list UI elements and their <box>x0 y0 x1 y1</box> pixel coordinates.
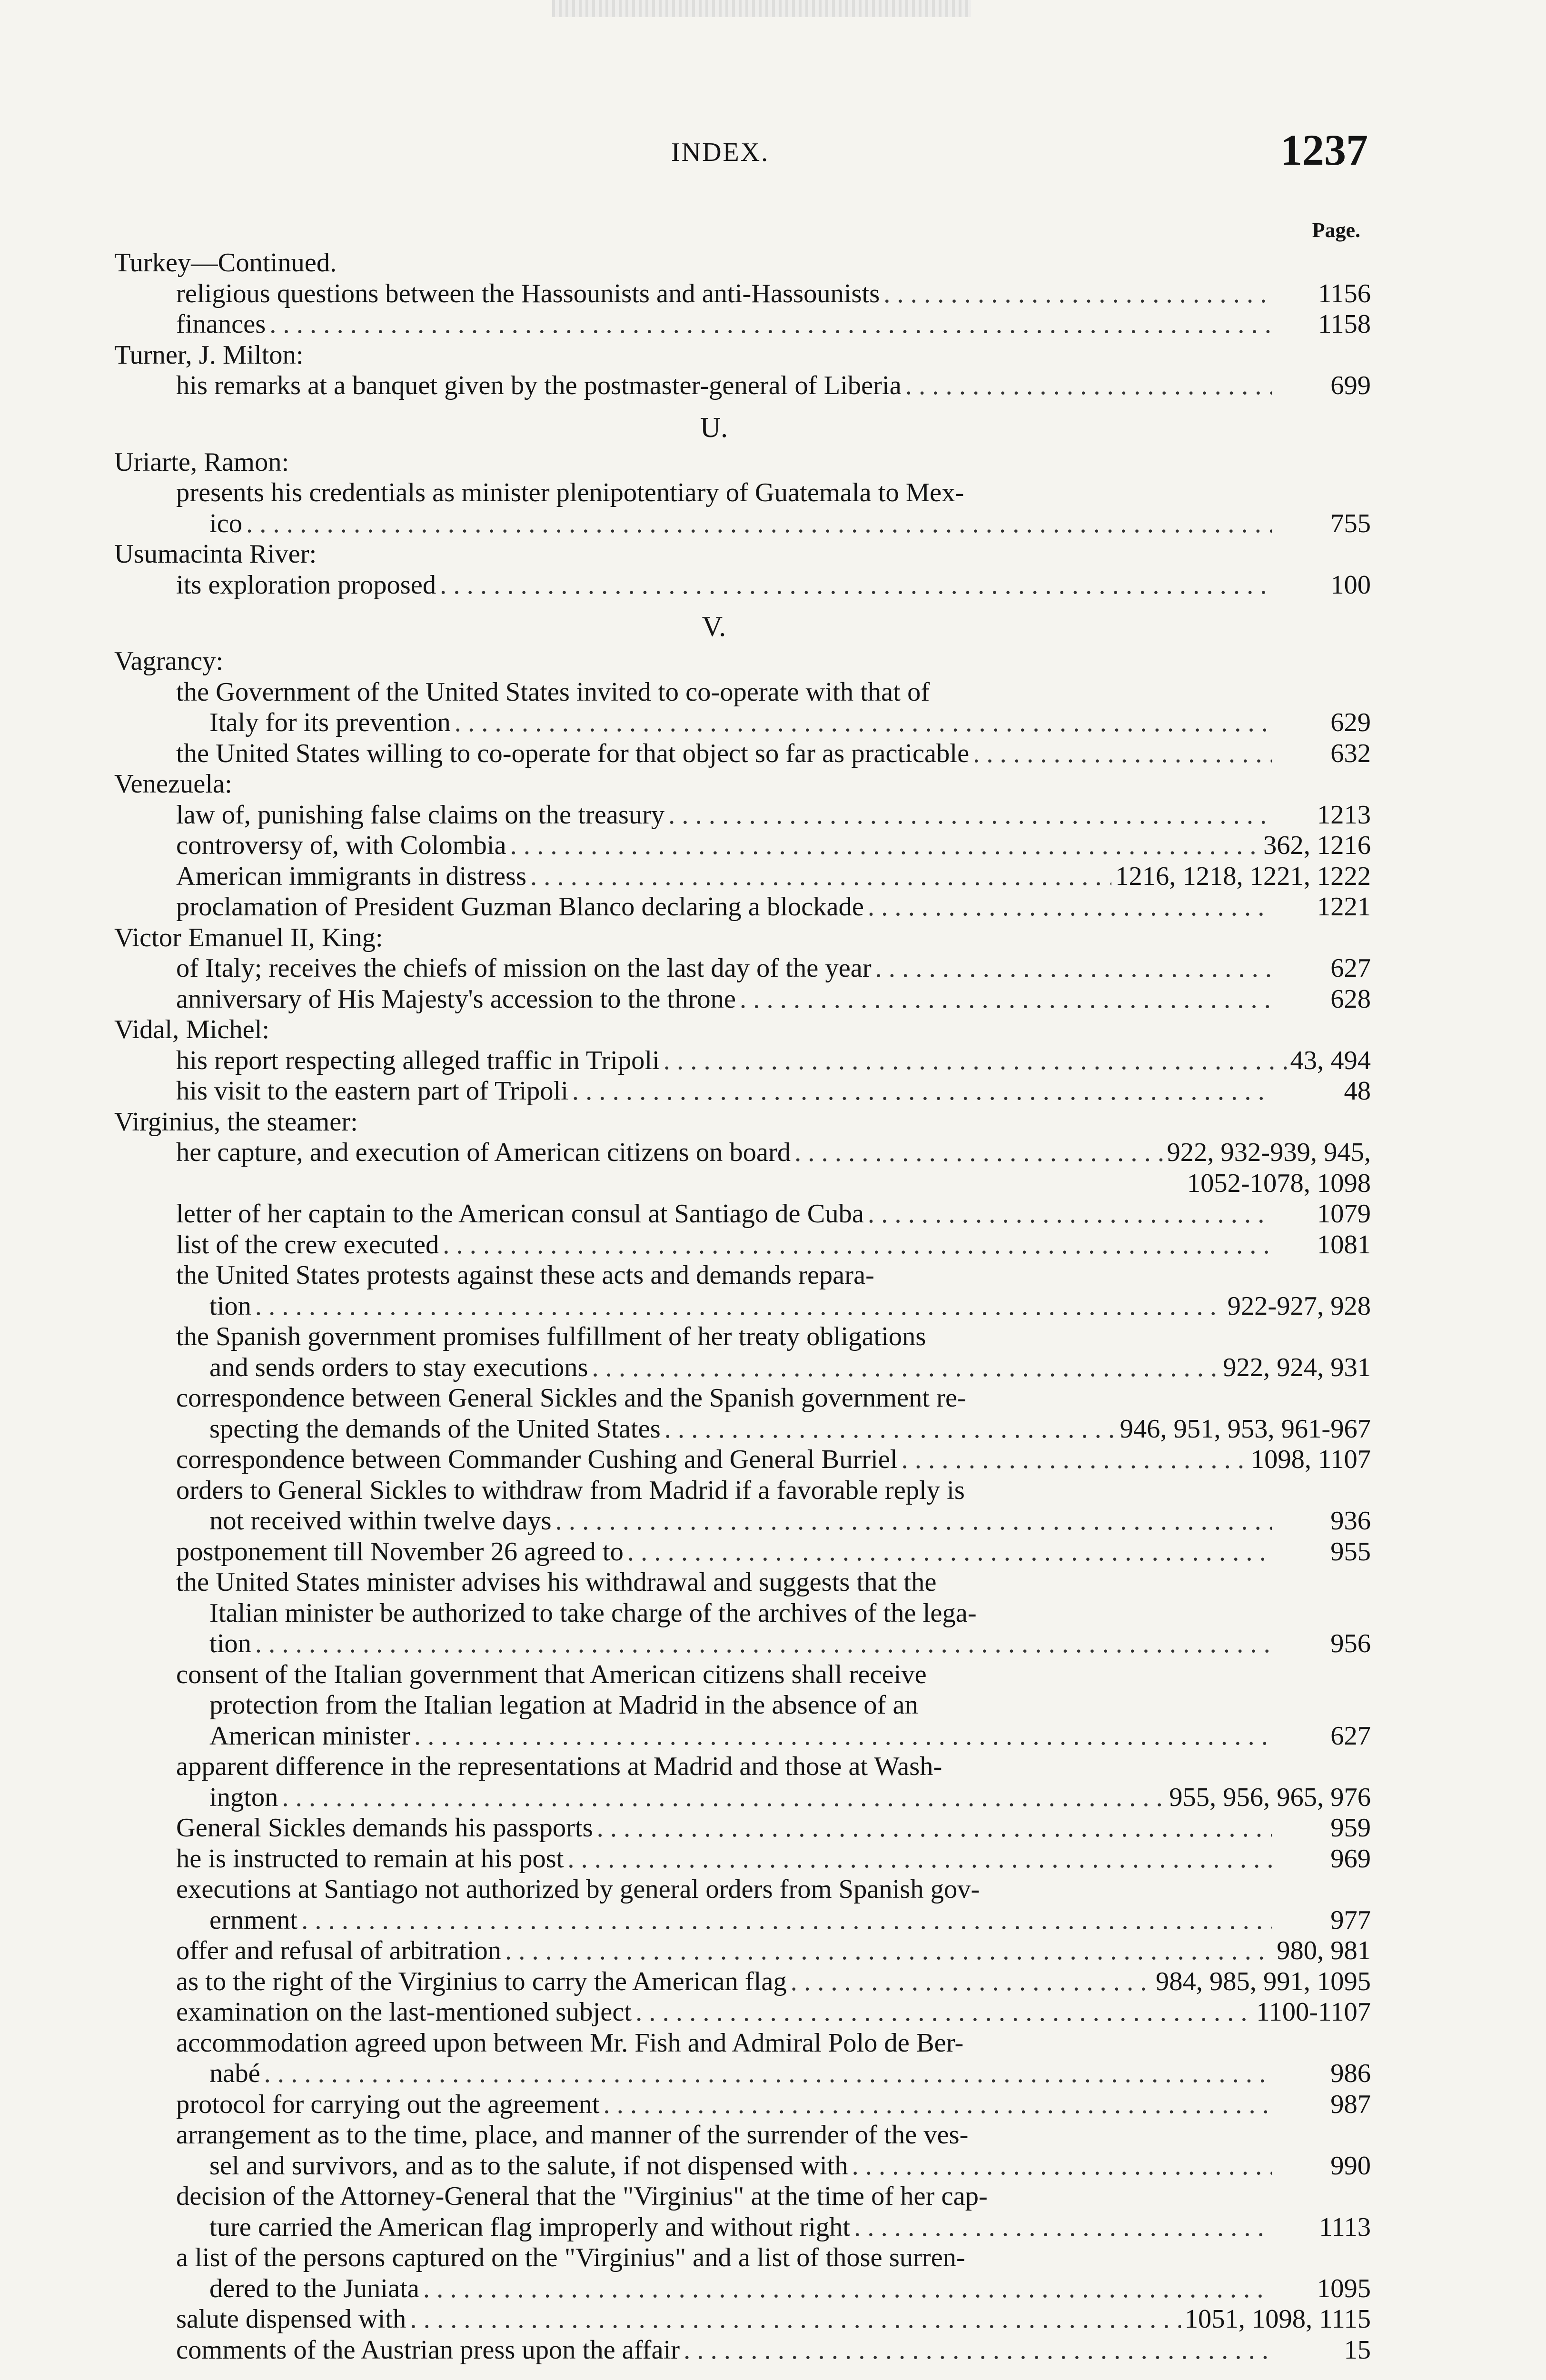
entry-text: tion <box>209 1291 251 1321</box>
entry-text: not received within twelve days <box>209 1506 552 1536</box>
index-entry <box>114 278 1371 309</box>
page-reference: 1158 <box>1318 309 1371 339</box>
index-entry <box>114 2273 1371 2304</box>
index-text-line: presents his credentials as minister plenipotentiary of Guatemala to Mex- <box>176 478 964 507</box>
page-reference: 922, 924, 931 <box>1223 1352 1371 1382</box>
dot-leader <box>455 707 1272 738</box>
index-entry <box>114 830 1371 861</box>
dot-leader <box>269 309 1272 340</box>
page-reference: 100 <box>1330 570 1371 600</box>
index-entry <box>114 1782 1371 1813</box>
dot-leader <box>883 278 1272 309</box>
page-reference: 959 <box>1330 1813 1371 1843</box>
index-entry <box>114 1352 1371 1383</box>
dot-leader <box>668 800 1272 831</box>
dot-leader <box>530 861 1111 892</box>
page-reference: 946, 951, 953, 961-967 <box>1120 1414 1371 1444</box>
section-letter: V. <box>702 611 726 642</box>
index-entry <box>114 370 1371 401</box>
dot-leader <box>264 2058 1272 2089</box>
page-reference: 362, 1216 <box>1263 831 1371 860</box>
index-text-line: Italian minister be authorized to take charge of the archives of the lega- <box>209 1598 977 1628</box>
index-entry <box>114 508 1371 539</box>
index-text-line: the United States minister advises his withdrawal and suggests that the <box>176 1567 937 1597</box>
page-reference: 1098, 1107 <box>1250 1445 1371 1474</box>
index-entry <box>114 1905 1371 1936</box>
entry-text: he is instructed to remain at his post <box>176 1844 564 1874</box>
page-reference: 1095 <box>1317 2273 1371 2303</box>
page-reference: 987 <box>1330 2089 1371 2119</box>
index-text-line: the Spanish government promises fulfillment of her treaty obligations <box>176 1322 926 1351</box>
index-entry <box>114 1935 1371 1966</box>
entry-text: salute dispensed with <box>176 2304 406 2334</box>
dot-leader <box>255 1628 1272 1659</box>
index-entry <box>114 1844 1371 1874</box>
entry-text: his visit to the eastern part of Tripoli <box>176 1076 568 1106</box>
page-reference: 699 <box>1330 371 1371 400</box>
entry-text: proclamation of President Guzman Blanco declaring a blockade <box>176 892 864 922</box>
entry-text: ico <box>209 508 243 538</box>
index-text-line: arrangement as to the time, place, and manner of the surrender of the ves- <box>176 2120 969 2150</box>
index-entry <box>114 1997 1371 2028</box>
scan-smudge <box>552 0 971 17</box>
index-entry <box>114 953 1371 984</box>
section-letter: U. <box>700 411 728 443</box>
dot-leader <box>443 1230 1272 1260</box>
dot-leader <box>246 508 1272 539</box>
dot-leader <box>510 830 1259 861</box>
index-entry <box>114 800 1371 831</box>
dot-leader <box>282 1782 1165 1813</box>
entry-text: comments of the Austrian press upon the affair <box>176 2335 680 2365</box>
page-reference: 977 <box>1330 1905 1371 1935</box>
entry-text: offer and refusal of arbitration <box>176 1936 501 1965</box>
dot-leader <box>301 1905 1272 1936</box>
dot-leader <box>791 1966 1152 1997</box>
dot-leader <box>572 1076 1272 1107</box>
entry-text: list of the crew executed <box>176 1230 439 1259</box>
dot-leader <box>505 1935 1273 1966</box>
page-reference: 956 <box>1330 1629 1371 1658</box>
page-reference: 1213 <box>1317 800 1371 830</box>
page-reference: 922, 932-939, 945, <box>1167 1138 1371 1167</box>
index-entry <box>114 2151 1371 2182</box>
dot-leader <box>627 1537 1272 1567</box>
index-entry <box>114 1076 1371 1107</box>
dot-leader <box>567 1844 1272 1874</box>
entry-text: dered to the Juniata <box>209 2273 419 2303</box>
entry-text: ture carried the American flag improperly and without right <box>209 2212 851 2242</box>
entry-text: protocol for carrying out the agreement <box>176 2089 600 2119</box>
page-reference: 1156 <box>1318 278 1371 308</box>
index-text-line: orders to General Sickles to withdraw from Madrid if a favorable reply is <box>176 1475 965 1505</box>
index-entry <box>114 1813 1371 1844</box>
page-reference: 627 <box>1330 953 1371 983</box>
index-text-line: decision of the Attorney-General that the "Virginius" at the time of her cap- <box>176 2182 988 2211</box>
entry-text: examination on the last-mentioned subject <box>176 1997 632 2027</box>
entry-text: finances <box>176 309 266 339</box>
dot-leader <box>664 1045 1287 1076</box>
page-reference: 936 <box>1330 1506 1371 1536</box>
page-reference: 1081 <box>1317 1230 1371 1259</box>
dot-leader <box>440 570 1272 601</box>
page-reference: 969 <box>1330 1844 1371 1874</box>
index-text-line: protection from the Italian legation at Madrid in the absence of an <box>209 1690 918 1720</box>
index-entry <box>114 1966 1371 1997</box>
index-text-line: consent of the Italian government that American citizens shall receive <box>176 1659 927 1689</box>
index-entry <box>114 1414 1371 1445</box>
index-heading: Victor Emanuel II, King: <box>114 922 383 952</box>
entry-text: Italy for its prevention <box>209 708 451 737</box>
page-reference: 955, 956, 965, 976 <box>1169 1782 1371 1812</box>
page-reference: 1221 <box>1317 892 1371 922</box>
entry-text: letter of her captain to the American consul at Santiago de Cuba <box>176 1199 864 1229</box>
page-reference: 48 <box>1344 1076 1371 1106</box>
index-text-line: the United States protests against these acts and demands repara- <box>176 1260 874 1290</box>
dot-leader <box>905 370 1272 401</box>
index-heading: Turkey—Continued. <box>114 248 337 278</box>
index-text-line: accommodation agreed upon between Mr. Fish and Admiral Polo de Ber- <box>176 2028 964 2058</box>
dot-leader <box>664 1414 1116 1445</box>
index-text-line: apparent difference in the representations at Madrid and those at Wash- <box>176 1752 942 1781</box>
index-entry <box>114 1045 1371 1076</box>
dot-leader <box>868 1199 1272 1230</box>
dot-leader <box>597 1813 1272 1844</box>
index-entry <box>114 738 1371 769</box>
index-entry <box>114 309 1371 340</box>
page-reference: 990 <box>1330 2151 1371 2181</box>
dot-leader <box>635 1997 1252 2028</box>
entry-text: religious questions between the Hassounists and anti-Hassounists <box>176 278 880 308</box>
index-entry <box>114 1444 1371 1475</box>
page-reference: 1100-1107 <box>1256 1997 1371 2027</box>
index-entry <box>114 861 1371 892</box>
page-reference: 1113 <box>1319 2212 1371 2242</box>
dot-leader <box>868 892 1272 922</box>
index-text-line: correspondence between General Sickles and the Spanish government re- <box>176 1383 966 1413</box>
index-entry <box>114 1291 1371 1322</box>
entry-text: tion <box>209 1629 251 1658</box>
index-content <box>114 248 1371 2365</box>
page-reference: 632 <box>1330 738 1371 768</box>
index-heading: Usumacinta River: <box>114 539 317 569</box>
entry-text: American immigrants in distress <box>176 861 526 891</box>
dot-leader <box>794 1137 1163 1168</box>
page-reference: 1051, 1098, 1115 <box>1184 2304 1371 2334</box>
index-entry <box>114 892 1371 922</box>
running-head: INDEX. <box>671 138 770 167</box>
index-entry <box>114 570 1371 601</box>
page-reference: 43, 494 <box>1290 1045 1371 1075</box>
entry-text: and sends orders to stay executions <box>209 1352 588 1382</box>
index-heading: Vidal, Michel: <box>114 1015 270 1044</box>
entry-text: ernment <box>209 1905 298 1935</box>
index-heading: Uriarte, Ramon: <box>114 447 289 477</box>
page-number: 1237 <box>1280 126 1368 174</box>
page-refs-continued: 1052-1078, 1098 <box>1187 1168 1371 1198</box>
index-heading: Turner, J. Milton: <box>114 340 304 370</box>
index-entry <box>114 1628 1371 1659</box>
dot-leader <box>423 2273 1272 2304</box>
dot-leader <box>604 2089 1272 2120</box>
index-entry <box>114 1199 1371 1230</box>
page-reference: 1079 <box>1317 1199 1371 1229</box>
entry-text: the United States willing to co-operate for that object so far as practicable <box>176 738 970 768</box>
entry-text: controversy of, with Colombia <box>176 831 506 860</box>
dot-leader <box>852 2151 1272 2182</box>
entry-text: correspondence between Commander Cushing and General Burriel <box>176 1445 898 1474</box>
page-reference: 955 <box>1330 1537 1371 1567</box>
index-entry <box>114 1137 1371 1168</box>
entry-text: its exploration proposed <box>176 570 436 600</box>
dot-leader <box>555 1506 1272 1537</box>
index-entry <box>114 1721 1371 1752</box>
page-reference: 1216, 1218, 1221, 1222 <box>1115 861 1371 891</box>
page-reference: 629 <box>1330 708 1371 737</box>
index-text-line: executions at Santiago not authorized by general orders from Spanish gov- <box>176 1874 980 1904</box>
page-reference: 986 <box>1330 2059 1371 2088</box>
page-reference: 627 <box>1330 1721 1371 1751</box>
index-entry <box>114 2058 1371 2089</box>
page-reference: 755 <box>1330 508 1371 538</box>
dot-leader <box>684 2335 1272 2366</box>
entry-text: ington <box>209 1782 278 1812</box>
entry-text: her capture, and execution of American citizens on board <box>176 1138 791 1167</box>
entry-text: of Italy; receives the chiefs of mission on the last day of the year <box>176 953 872 983</box>
index-entry <box>114 1506 1371 1537</box>
index-text-line: the Government of the United States invited to co-operate with that of <box>176 677 930 707</box>
index-text-line: a list of the persons captured on the "Virginius" and a list of those surren- <box>176 2243 965 2272</box>
dot-leader <box>255 1291 1224 1322</box>
entry-text: nabé <box>209 2059 260 2088</box>
entry-text: American minister <box>209 1721 411 1751</box>
page-reference: 15 <box>1344 2335 1371 2365</box>
index-heading: Venezuela: <box>114 769 232 799</box>
dot-leader <box>592 1352 1219 1383</box>
entry-text: specting the demands of the United States <box>209 1414 661 1444</box>
index-entry <box>114 984 1371 1015</box>
index-entry <box>114 2304 1371 2335</box>
entry-text: sel and survivors, and as to the salute, if not dispensed with <box>209 2151 848 2181</box>
index-entry <box>114 2089 1371 2120</box>
index-heading: Vagrancy: <box>114 646 224 676</box>
dot-leader <box>740 984 1272 1015</box>
dot-leader <box>414 1721 1272 1752</box>
entry-text: as to the right of the Virginius to carry the American flag <box>176 1966 787 1996</box>
entry-text: General Sickles demands his passports <box>176 1813 593 1843</box>
dot-leader <box>854 2212 1272 2243</box>
page-reference: 980, 981 <box>1277 1936 1371 1965</box>
dot-leader <box>902 1444 1247 1475</box>
entry-text: his report respecting alleged traffic in Tripoli <box>176 1045 660 1075</box>
page-column-label: Page. <box>1312 218 1360 242</box>
dot-leader <box>875 953 1272 984</box>
page-reference: 984, 985, 991, 1095 <box>1156 1966 1371 1996</box>
dot-leader <box>410 2304 1180 2335</box>
entry-text: anniversary of His Majesty's accession to the throne <box>176 984 736 1014</box>
entry-text: his remarks at a banquet given by the postmaster-general of Liberia <box>176 371 902 400</box>
index-entry <box>114 2335 1371 2366</box>
index-entry <box>114 1230 1371 1260</box>
page-reference: 628 <box>1330 984 1371 1014</box>
index-entry <box>114 1537 1371 1567</box>
index-heading: Virginius, the steamer: <box>114 1107 358 1137</box>
entry-text: postponement till November 26 agreed to <box>176 1537 624 1567</box>
dot-leader <box>973 738 1272 769</box>
entry-text: law of, punishing false claims on the treasury <box>176 800 665 830</box>
page-reference: 922-927, 928 <box>1227 1291 1371 1321</box>
index-entry <box>114 707 1371 738</box>
index-entry <box>114 2212 1371 2243</box>
